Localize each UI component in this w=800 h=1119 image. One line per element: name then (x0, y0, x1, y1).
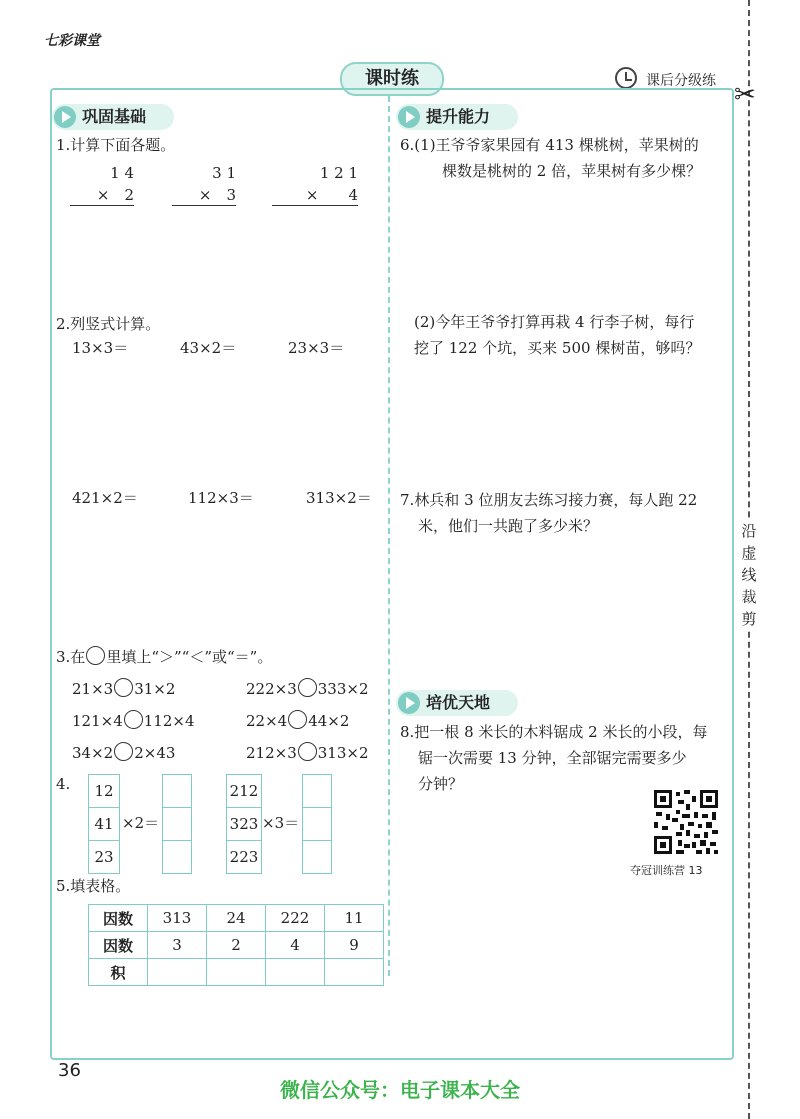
table-cell: 11 (325, 905, 384, 932)
q7-line1: 7.林兵和 3 位朋友去练习接力赛，每人跑 22 (400, 491, 698, 509)
problem-3-top: 1 2 1 (319, 164, 358, 182)
answer-cell[interactable] (163, 775, 191, 808)
answer-circle[interactable] (124, 710, 143, 729)
question-4-label: 4. (56, 775, 71, 793)
brand-logo: 七彩课堂 (44, 33, 100, 49)
row-header: 因数 (89, 905, 148, 932)
compare-item: 212×3 313×2 (246, 744, 369, 762)
problem-1-bottom: × 2 (70, 185, 134, 206)
footer-watermark: 微信公众号：电子课本大全 (280, 1078, 520, 1102)
qr-code-icon[interactable] (652, 788, 720, 856)
compare-item: 222×3 333×2 (246, 680, 369, 698)
column-divider (388, 96, 390, 976)
table-cell: 222 (266, 905, 325, 932)
number-cell: 41 (89, 808, 119, 841)
problem-1-top: 1 4 (110, 164, 134, 182)
play-icon (398, 106, 420, 128)
table-row (89, 905, 384, 932)
answer-cell[interactable] (148, 959, 207, 986)
scissors-icon: ✂ (734, 80, 756, 110)
expr-43x2: 43×2＝ (180, 339, 237, 357)
q3-title-pre: 3.在 (56, 648, 86, 666)
q8-line3: 分钟？ (418, 775, 464, 793)
table-row (89, 959, 384, 986)
problem-2-bottom: × 3 (172, 185, 236, 206)
q6-2-line2: 挖了 122 个坑，买来 500 棵树苗，够吗？ (414, 339, 701, 357)
expr-112x3: 112×3＝ (188, 489, 254, 507)
play-icon (54, 106, 76, 128)
q6-2-line1: (2)今年王爷爷打算再栽 4 行李子树，每行 (414, 313, 695, 331)
answer-circle[interactable] (114, 742, 133, 761)
page-number: 36 (58, 1060, 81, 1081)
q4-left-operator: ×2＝ (122, 814, 160, 832)
circle-icon (86, 646, 105, 665)
q6-1-line2: 棵数是桃树的 2 倍，苹果树有多少棵？ (442, 162, 702, 180)
table-cell: 3 (148, 932, 207, 959)
expr-313x2: 313×2＝ (306, 489, 372, 507)
section-title: 培优天地 (426, 693, 491, 712)
page-title: 课时练 (340, 62, 444, 96)
answer-cell[interactable] (163, 841, 191, 873)
table-cell: 4 (266, 932, 325, 959)
q7-line2: 米，他们一共跑了多少米？ (418, 517, 599, 535)
question-2-title: 2.列竖式计算。 (56, 315, 161, 333)
level-badge: 课后分级练 (646, 73, 716, 89)
number-cell: 23 (94, 848, 114, 866)
expr-13x3: 13×3＝ (72, 339, 129, 357)
answer-circle[interactable] (298, 678, 317, 697)
compare-item: 121×4 112×4 (72, 712, 195, 730)
table-row (89, 932, 384, 959)
question-1-title: 1.计算下面各题。 (56, 136, 176, 154)
answer-cell[interactable] (163, 808, 191, 841)
qr-caption: 夺冠训练营 13 (630, 864, 703, 877)
row-header: 积 (89, 959, 148, 986)
expr-23x3: 23×3＝ (288, 339, 345, 357)
compare-item: 22×4 44×2 (246, 712, 350, 730)
q3-title-post: 里填上“＞”“＜”或“＝”。 (106, 648, 273, 666)
q8-line2: 锯一次需要 13 分钟，全部锯完需要多少 (418, 749, 687, 767)
section-header-advanced (396, 690, 518, 716)
table-cell: 24 (207, 905, 266, 932)
number-cell: 12 (89, 775, 119, 808)
row-header: 因数 (89, 932, 148, 959)
fill-table (88, 904, 384, 986)
section-title: 提升能力 (426, 107, 491, 126)
section-title: 巩固基础 (82, 107, 147, 126)
question-5-title: 5.填表格。 (56, 877, 131, 895)
section-header-improve (396, 104, 518, 130)
compare-item: 34×2 2×43 (72, 744, 176, 762)
answer-circle[interactable] (114, 678, 133, 697)
answer-circle[interactable] (298, 742, 317, 761)
q4-right-operator: ×3＝ (262, 814, 300, 832)
q4-left-numbers (88, 774, 120, 874)
alarm-clock-icon (615, 67, 637, 89)
answer-cell[interactable] (325, 959, 384, 986)
expr-421x2: 421×2＝ (72, 489, 138, 507)
section-header-basic (52, 104, 174, 130)
number-cell: 212 (227, 775, 261, 808)
problem-3-bottom: × 4 (272, 185, 358, 206)
compare-item: 21×3 31×2 (72, 680, 176, 698)
table-cell: 9 (325, 932, 384, 959)
table-cell: 2 (207, 932, 266, 959)
table-cell: 313 (148, 905, 207, 932)
answer-cell[interactable] (303, 775, 331, 808)
q8-line1: 8.把一根 8 米长的木料锯成 2 米长的小段，每 (400, 723, 708, 741)
answer-cell[interactable] (303, 808, 331, 841)
q4-right-answers (302, 774, 332, 874)
play-icon (398, 692, 420, 714)
q4-left-answers (162, 774, 192, 874)
answer-cell[interactable] (207, 959, 266, 986)
number-cell: 323 (227, 808, 261, 841)
problem-2-top: 3 1 (212, 164, 236, 182)
question-3-title (56, 646, 272, 667)
number-cell: 223 (229, 848, 259, 866)
q4-right-numbers (226, 774, 262, 874)
q6-1-line1: 6.(1)王爷爷家果园有 413 棵桃树，苹果树的 (400, 136, 699, 154)
answer-circle[interactable] (288, 710, 307, 729)
answer-cell[interactable] (266, 959, 325, 986)
answer-cell[interactable] (303, 841, 331, 873)
cut-label: 沿虚线裁剪 (738, 520, 760, 630)
